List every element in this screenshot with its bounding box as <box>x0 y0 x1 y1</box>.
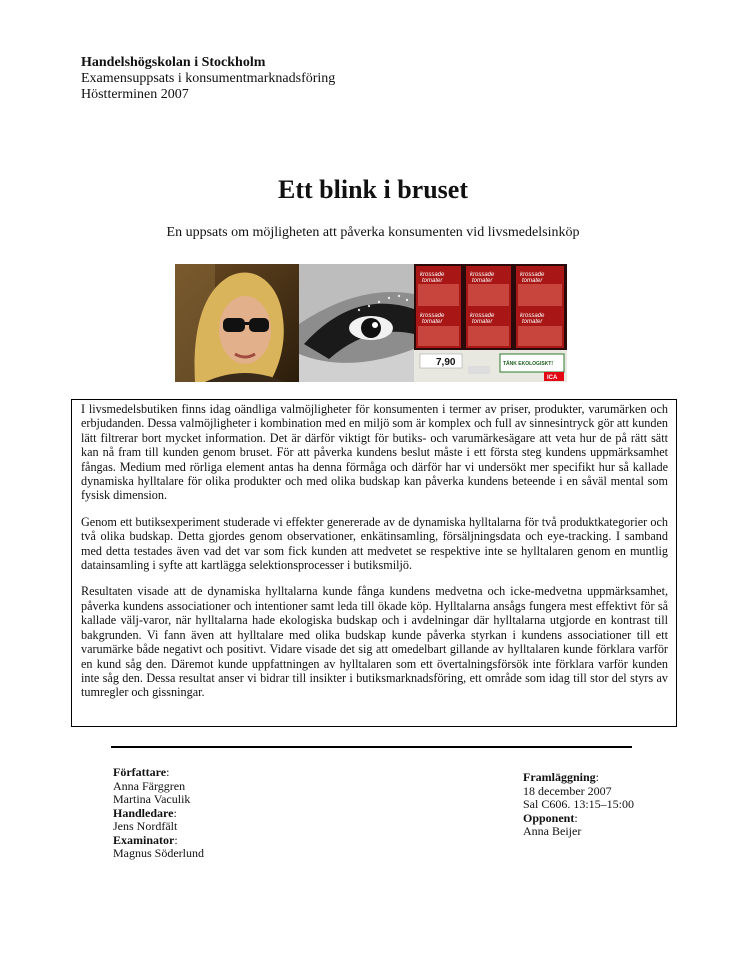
abstract-paragraph: I livsmedelsbutiken finns idag oändliga valmöjligheter för konsumenten i termer av priser, produkter, varumärken och erbjudanden. Dessa valmöjligheter i kombination med en miljö som är komplex och full av sinnesintryck gör att kunden lätt filtrerar bort mycket information. Det är därför viktigt för butiks- och varumärkesägare att veta hur de på rätt sätt kan nå fram till kunden genom bruset. För att påverka kundens beslut måste i ett första steg kundens uppmärksamhet fångas. Medium med rörliga element antas ha denna förmåga och därför har vi undersökt mer specifikt hur så kallade dynamiska hylltalare för olika produkter och med olika budskap kan påverka kundens beteende i en såväl mental som fysisk dimension. <box>81 402 668 503</box>
examiner-label: Examinator <box>113 832 175 847</box>
credits-left: Författare: Anna Färggren Martina Vaculik Handledare: Jens Nordfält Examinator: Magnus Söderlund <box>113 765 204 860</box>
svg-text:krossade: krossade <box>520 313 545 319</box>
presentation-place: Sal C606. 13:15–15:00 <box>523 797 635 811</box>
divider <box>111 746 632 748</box>
supervisor-name: Jens Nordfält <box>113 819 178 833</box>
cover-photo-strip <box>175 264 567 382</box>
page-title: Ett blink i bruset <box>278 175 468 204</box>
abstract-box <box>71 399 677 727</box>
photo-store-shelf <box>414 264 567 382</box>
svg-text:krossade: krossade <box>520 272 545 278</box>
svg-text:krossade: krossade <box>470 313 495 319</box>
opponent-label: Opponent <box>523 810 575 825</box>
svg-text:tomater: tomater <box>522 278 543 284</box>
svg-text:krossade: krossade <box>420 313 445 319</box>
svg-text:krossade: krossade <box>470 272 495 278</box>
ica-logo: ICA <box>547 375 558 381</box>
term: Höstterminen 2007 <box>81 87 189 102</box>
svg-text:krossade: krossade <box>420 272 445 278</box>
presentation-date: 18 december 2007 <box>523 783 612 798</box>
program-name: Examensuppsats i konsumentmarknadsföring <box>81 71 336 86</box>
presentation-label: Framläggning <box>523 770 596 784</box>
school-name: Handelshögskolan i Stockholm <box>81 55 266 70</box>
abstract-paragraph: Genom ett butiksexperiment studerade vi effekter genererade av de dynamiska hylltalarna för två produktkategorier och två olika budskap. Detta gjordes genom observationer, enkätinsamling, försäljningsdata och eye-tracking. I samband med detta testades även vad det var som fick kunden att medvetet se respektive inte se hylltalaren genom en muntlig datainsamling i syfte att kartlägga selektionsprocesser i butiksmiljö. <box>81 514 668 573</box>
author-name: Anna Färggren <box>113 778 186 793</box>
abstract-paragraph: Resultaten visade att de dynamiska hylltalarna kunde fånga kundens medvetna och icke-medvetna uppmärksamhet, påverka kundens associationer och intentioner samt leda till ökade köp. Hylltalarna ansågs fungera mest effektivt för så kallade välj-varor, när hylltalarna hade ekologiska budskap och i avdelningar där hylltalarna utgjorde en kontrast till bakgrunden. Vi fann även att hylltalare med olika budskap kunde påverka styrkan i kundens associationer till ett varumärke både negativt och positivt. Vidare visade det sig att omedelbart gillande av hylltalaren kunde förklara varför en kund såg den. Däremot kunde uppfattningen av hylltalaren som ett övertalningsförsök inte förklara varför kunden inte såg den. Dessa resultat anser vi bidrar till insikter i butiksmarknadsföring, ett område som idag till stor del styrs av tumregler och gissningar. <box>81 584 668 700</box>
svg-text:tomater: tomater <box>472 278 493 284</box>
photo-eye-closeup <box>299 264 414 382</box>
svg-text:tomater: tomater <box>422 319 443 325</box>
opponent-name: Anna Beijer <box>523 824 582 838</box>
author-name: Martina Vaculik <box>113 792 191 806</box>
shelf-price: 7,90 <box>436 357 456 368</box>
shelf-sign: TÄNK EKOLOGISKT! <box>503 361 553 367</box>
supervisor-label: Handledare <box>113 805 174 820</box>
header-block <box>81 55 335 103</box>
examiner-name: Magnus Söderlund <box>113 846 204 860</box>
credits-right: Framläggning: 18 december 2007 Sal C606. 13:15–15:00 Opponent: Anna Beijer <box>523 770 635 838</box>
authors-label: Författare <box>113 765 167 779</box>
svg-text:tomater: tomater <box>472 319 493 325</box>
svg-text:tomater: tomater <box>422 278 443 284</box>
photo-eye-tracking-shopper <box>175 264 299 382</box>
svg-text:tomater: tomater <box>522 319 543 325</box>
page-subtitle: En uppsats om möjligheten att påverka konsumenten vid livsmedelsinköp <box>166 225 580 240</box>
